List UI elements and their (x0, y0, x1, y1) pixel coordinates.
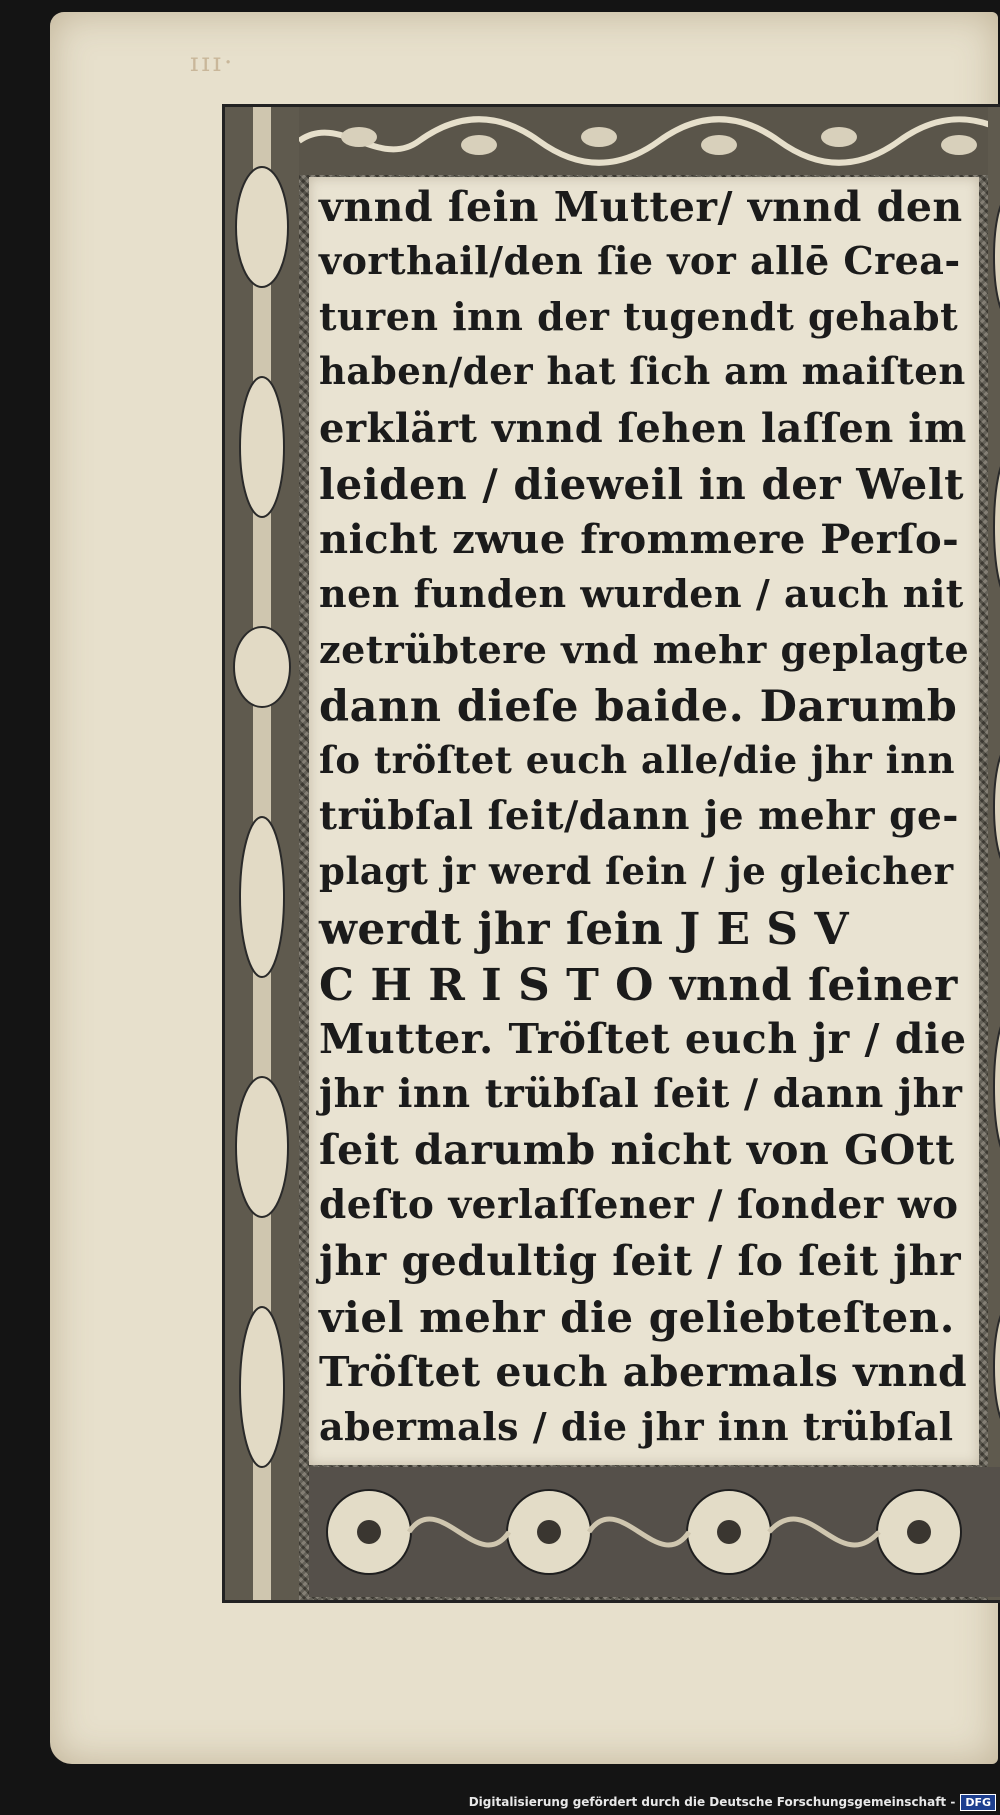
text-block (309, 177, 979, 1465)
bottom-flower-ornament-band (309, 1467, 1000, 1597)
text-line: ſeit darumb nicht von GOtt (319, 1126, 955, 1174)
text-line: nen funden wurden / auch nit (319, 571, 964, 616)
text-line: Tröſtet euch abermals vnnd (319, 1348, 968, 1396)
text-line: deſto verlaſſener / ſonder wo (319, 1182, 959, 1228)
text-line: abermals / die jhr inn trübſal (319, 1404, 954, 1449)
digitization-credit (469, 1791, 996, 1813)
text-line: ſo tröſtet euch alle/die jhr inn (319, 738, 956, 782)
text-line: plagt jr werd ſein / je gleicher (319, 849, 954, 893)
text-line: haben/der hat ſich am maiſten (319, 349, 966, 393)
text-line: werdt jhr ſein J E S V (319, 904, 850, 955)
text-line: viel mehr die geliebteſten. (319, 1293, 955, 1342)
text-line: jhr inn trübſal ſeit / dann jhr (319, 1071, 963, 1117)
text-line: jhr gedultig ſeit / ſo ſeit jhr (319, 1237, 962, 1285)
text-line: turen inn der tugendt gehabt (319, 294, 959, 339)
top-ornament-band (299, 107, 1000, 175)
dfg-logo: DFG (960, 1794, 996, 1811)
credit-text: Digitalisierung gefördert durch die Deutsche Forschungsgemeinschaft - (468, 1795, 956, 1809)
text-line: Mutter. Tröſtet euch jr / die (319, 1015, 967, 1063)
text-line: erklärt vnnd ſehen laſſen im (319, 405, 967, 452)
text-line: nicht zwue frommere Perſo- (319, 516, 960, 563)
text-line: dann dieſe baide. Darumb (319, 682, 958, 732)
page-number-mark: ɪɪɪ· (190, 48, 236, 78)
text-line: zetrübtere vnd mehr geplagte (319, 627, 970, 672)
page-leaf (50, 12, 998, 1764)
right-ornament-column (988, 107, 1000, 1600)
text-line: vorthail/den ſie vor allē Crea- (319, 238, 961, 283)
text-line: trübſal ſeit/dann je mehr ge- (319, 793, 959, 839)
text-line: C H R I S T O vnnd ſeiner (319, 960, 958, 1011)
text-line: vnnd ſein Mutter/ vnnd den (319, 183, 963, 231)
text-line: leiden / dieweil in der Welt (319, 460, 965, 509)
ornamental-border-frame (222, 104, 1000, 1603)
left-ornament-column (225, 107, 299, 1600)
